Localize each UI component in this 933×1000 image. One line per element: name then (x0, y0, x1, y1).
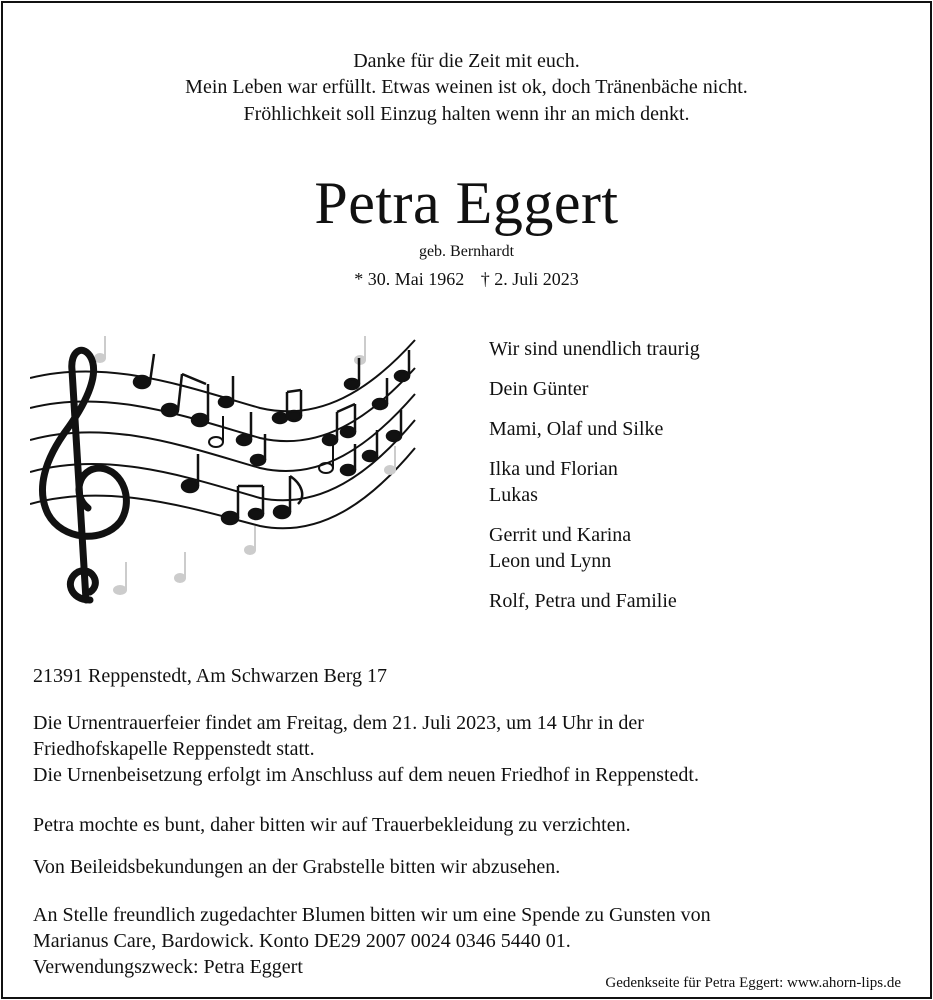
mourner-group: Ilka und Florian Lukas (489, 458, 618, 506)
mourners-list (489, 336, 909, 628)
life-dates (0, 267, 933, 291)
dress-code-note: Petra mochte es bunt, daher bitten wir auf Trauerbekleidung zu verzichten. (33, 814, 631, 836)
motto-line-2: Mein Leben war erfüllt. Etwas weinen ist ok, doch Tränenbäche nicht. (185, 76, 748, 98)
condolence-note: Von Beileidsbekundungen an der Grabstelle bitten wir abzusehen. (33, 856, 561, 878)
donation-info: An Stelle freundlich zugedachter Blumen bitten wir um eine Spende zu Gunsten von Marianus Care, Bardowick. Konto DE29 2007 0024 0346 5440 01. Verwendungszweck: Petra Eggert (33, 904, 711, 978)
mourner-group: Mami, Olaf und Silke (489, 418, 664, 440)
maiden-name: geb. Bernhardt (418, 243, 515, 260)
motto-line-3: Fröhlichkeit soll Einzug halten wenn ihr an mich denkt. (243, 103, 690, 125)
mourners-intro: Wir sind unendlich traurig (489, 338, 700, 360)
birth-date: * 30. Mai 1962 (354, 269, 465, 289)
motto-line-1: Danke für die Zeit mit euch. (353, 50, 580, 72)
deceased-name: Petra Eggert (314, 170, 619, 236)
mourner-group: Rolf, Petra und Familie (489, 590, 677, 612)
ceremony-info: Die Urnentrauerfeier findet am Freitag, dem 21. Juli 2023, um 14 Uhr in der Friedhofskapelle Reppenstedt statt. Die Urnenbeisetzung erfolgt im Anschluss auf dem neuen Friedhof in Reppenstedt. (33, 712, 699, 786)
mourner-group: Dein Günter (489, 378, 589, 400)
treble-clef-music-notes-icon (30, 300, 422, 612)
death-date: † 2. Juli 2023 (480, 269, 579, 289)
address: 21391 Reppenstedt, Am Schwarzen Berg 17 (33, 665, 388, 687)
memorial-page-link[interactable]: Gedenkseite für Petra Eggert: www.ahorn-lips.de (605, 975, 901, 991)
mourner-group: Gerrit und Karina Leon und Lynn (489, 524, 632, 572)
